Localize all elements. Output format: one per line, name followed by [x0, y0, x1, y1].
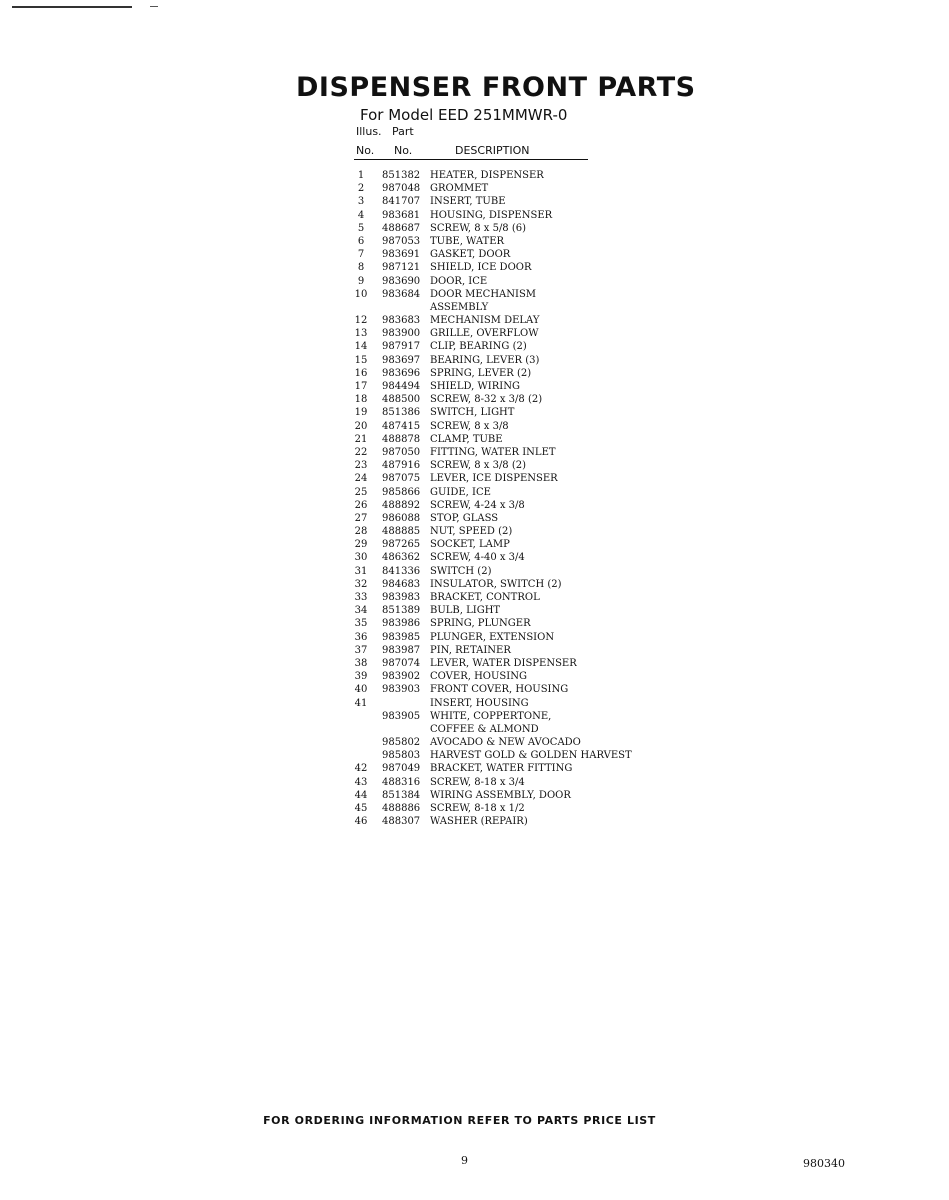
part-number: 986088: [382, 512, 421, 524]
part-number: 987048: [382, 183, 421, 195]
part-number: 983681: [382, 209, 421, 221]
parts-row: [350, 169, 670, 182]
part-number: 983905: [382, 710, 421, 722]
illus-number: 4: [357, 209, 365, 221]
part-description: CLAMP, TUBE: [430, 433, 503, 445]
part-description: SCREW, 8 x 5/8 (6): [430, 222, 527, 234]
part-description: LEVER, WATER DISPENSER: [430, 657, 577, 669]
illus-number: 40: [354, 684, 368, 696]
illus-number: 17: [354, 381, 368, 392]
scan-mark: [150, 6, 158, 7]
illus-number: 23: [354, 460, 368, 472]
part-description: SCREW, 8-18 x 1/2: [430, 803, 525, 814]
part-number: 983900: [382, 328, 421, 340]
part-number: 488316: [382, 776, 421, 788]
illus-number: 45: [354, 803, 368, 814]
illus-number: 7: [357, 249, 365, 261]
part-number: 983684: [382, 288, 421, 300]
part-number: 488878: [382, 433, 421, 445]
model-subtitle: For Model EED 251MMWR-0: [360, 106, 568, 124]
illus-number: 41: [354, 697, 368, 709]
illus-number: 19: [354, 407, 368, 419]
part-description: SCREW, 8 x 3/8: [430, 420, 509, 432]
part-description: SCREW, 4-40 x 3/4: [430, 552, 525, 564]
parts-row: [350, 762, 670, 775]
part-description: WIRING ASSEMBLY, DOOR: [430, 789, 571, 801]
parts-row: [350, 617, 670, 630]
illus-number: 21: [354, 433, 368, 445]
part-number: 488307: [382, 816, 421, 828]
parts-row: [350, 815, 670, 828]
part-description: HEATER, DISPENSER: [430, 170, 544, 181]
parts-row: [350, 222, 670, 235]
illus-number: 31: [354, 565, 368, 577]
illus-number: 22: [354, 446, 368, 458]
parts-row: [350, 591, 670, 604]
parts-row: [350, 631, 670, 644]
header-part-no: No.: [394, 144, 413, 157]
part-description: GASKET, DOOR: [430, 249, 511, 261]
illus-number: 46: [354, 816, 368, 828]
part-description: BRACKET, CONTROL: [430, 592, 540, 603]
parts-row: [350, 182, 670, 195]
parts-row: [350, 789, 670, 802]
illus-number: 14: [354, 341, 368, 353]
part-number: 851382: [382, 170, 421, 181]
page-number: 9: [461, 1154, 468, 1167]
header-illus-no: No.: [356, 144, 375, 157]
part-number: 983987: [382, 644, 421, 656]
parts-row: [350, 288, 670, 301]
part-description: HOUSING, DISPENSER: [430, 209, 553, 221]
part-number: 983983: [382, 592, 421, 603]
illus-number: 35: [354, 618, 368, 630]
part-description: BULB, LIGHT: [430, 605, 501, 617]
illus-number: 43: [354, 776, 368, 788]
part-description: CLIP, BEARING (2): [430, 341, 527, 353]
parts-row: [350, 776, 670, 789]
part-description: SHIELD, ICE DOOR: [430, 262, 532, 274]
parts-row: [350, 380, 670, 393]
part-number: 841336: [382, 565, 421, 577]
parts-row: [350, 472, 670, 485]
parts-row: [350, 248, 670, 261]
parts-row: [350, 486, 670, 499]
part-description: SHIELD, WIRING: [430, 381, 520, 392]
parts-row: [350, 327, 670, 340]
parts-row: [350, 525, 670, 538]
parts-row: [350, 393, 670, 406]
part-number: 488886: [382, 803, 421, 814]
header-description: DESCRIPTION: [455, 144, 530, 157]
header-part: Part: [392, 125, 414, 138]
parts-row: [350, 406, 670, 419]
part-number: 984683: [382, 578, 421, 590]
parts-row: [350, 683, 670, 696]
part-number: 987074: [382, 657, 421, 669]
parts-row: [350, 261, 670, 274]
parts-row: [350, 459, 670, 472]
parts-row: [350, 354, 670, 367]
parts-row: [350, 512, 670, 525]
illus-number: 12: [354, 315, 368, 327]
parts-row: [350, 802, 670, 815]
part-description: GROMMET: [430, 183, 489, 195]
part-number: 985866: [382, 486, 421, 498]
part-description: SCREW, 4-24 x 3/8: [430, 499, 525, 511]
part-description: INSERT, HOUSING: [430, 697, 529, 709]
part-description: GRILLE, OVERFLOW: [430, 328, 539, 340]
parts-row: [350, 314, 670, 327]
parts-row: [350, 235, 670, 248]
part-number: 987265: [382, 539, 421, 551]
part-description: LEVER, ICE DISPENSER: [430, 473, 558, 485]
illus-number: 6: [357, 235, 365, 247]
part-number: 985803: [382, 750, 421, 762]
part-description: NUT, SPEED (2): [430, 526, 513, 538]
illus-number: 28: [354, 526, 368, 538]
illus-number: 37: [354, 644, 368, 656]
illus-number: 36: [354, 631, 368, 643]
part-number: 983696: [382, 367, 421, 379]
page-title: DISPENSER FRONT PARTS: [296, 72, 696, 103]
part-description: PLUNGER, EXTENSION: [430, 631, 555, 643]
part-number: 486362: [382, 552, 421, 564]
illus-number: 3: [357, 196, 365, 208]
part-number: 985802: [382, 737, 421, 749]
parts-row: [350, 723, 670, 736]
illus-number: 33: [354, 592, 368, 603]
part-number: 983903: [382, 684, 421, 696]
scan-mark: [12, 6, 132, 8]
part-description: TUBE, WATER: [430, 235, 505, 247]
parts-row: [350, 209, 670, 222]
part-description: INSERT, TUBE: [430, 196, 506, 208]
illus-number: 5: [357, 222, 365, 234]
part-number: 987917: [382, 341, 421, 353]
part-description: GUIDE, ICE: [430, 486, 491, 498]
illus-number: 15: [354, 354, 368, 366]
header-rule: [354, 159, 588, 160]
part-number: 983697: [382, 354, 421, 366]
illus-number: 27: [354, 512, 368, 524]
illus-number: 24: [354, 473, 368, 485]
part-description: HARVEST GOLD & GOLDEN HARVEST: [430, 750, 632, 762]
part-description: BEARING, LEVER (3): [430, 354, 540, 366]
part-number: 984494: [382, 381, 421, 392]
part-number: 487415: [382, 420, 421, 432]
document-number: 980340: [803, 1157, 845, 1170]
part-number: 487916: [382, 460, 421, 472]
parts-row: [350, 657, 670, 670]
part-description: COFFEE & ALMOND: [430, 723, 539, 735]
illus-number: 32: [354, 578, 368, 590]
part-description: STOP, GLASS: [430, 512, 499, 524]
part-number: 983690: [382, 275, 421, 287]
part-description: SPRING, PLUNGER: [430, 618, 531, 630]
part-description: DOOR MECHANISM: [430, 288, 537, 300]
parts-row: [350, 736, 670, 749]
parts-row: [350, 670, 670, 683]
part-description: WHITE, COPPERTONE,: [430, 710, 552, 722]
part-number: 983683: [382, 315, 421, 327]
part-description: SCREW, 8-32 x 3/8 (2): [430, 394, 543, 406]
part-description: SCREW, 8 x 3/8 (2): [430, 460, 527, 472]
illus-number: 13: [354, 328, 368, 340]
parts-row: [350, 710, 670, 723]
part-number: 488885: [382, 526, 421, 538]
part-description: SPRING, LEVER (2): [430, 367, 532, 379]
illus-number: 34: [354, 605, 368, 617]
part-description: ASSEMBLY: [430, 301, 489, 313]
part-number: 983985: [382, 631, 421, 643]
part-number: 841707: [382, 196, 421, 208]
illus-number: 39: [354, 671, 368, 683]
illus-number: 44: [354, 789, 368, 801]
illus-number: 38: [354, 657, 368, 669]
part-number: 987049: [382, 763, 421, 775]
part-description: INSULATOR, SWITCH (2): [430, 578, 562, 590]
part-description: FITTING, WATER INLET: [430, 446, 556, 458]
illus-number: 25: [354, 486, 368, 498]
part-description: DOOR, ICE: [430, 275, 488, 287]
part-description: SOCKET, LAMP: [430, 539, 510, 551]
illus-number: 16: [354, 367, 368, 379]
parts-row: [350, 446, 670, 459]
header-illus: Illus.: [356, 125, 382, 138]
illus-number: 9: [357, 275, 365, 287]
part-number: 488687: [382, 222, 421, 234]
parts-row: [350, 538, 670, 551]
parts-row: [350, 565, 670, 578]
parts-row: [350, 301, 670, 314]
part-number: 983691: [382, 249, 421, 261]
part-number: 488892: [382, 499, 421, 511]
parts-row: [350, 433, 670, 446]
part-number: 983986: [382, 618, 421, 630]
part-number: 987050: [382, 446, 421, 458]
illus-number: 1: [357, 170, 365, 181]
part-number: 987053: [382, 235, 421, 247]
part-number: 987075: [382, 473, 421, 485]
part-description: SWITCH (2): [430, 565, 492, 577]
part-description: AVOCADO & NEW AVOCADO: [430, 737, 581, 749]
parts-row: [350, 420, 670, 433]
parts-row: [350, 578, 670, 591]
part-description: PIN, RETAINER: [430, 644, 511, 656]
illus-number: 8: [357, 262, 365, 274]
parts-row: [350, 367, 670, 380]
parts-row: [350, 340, 670, 353]
parts-list: [350, 169, 670, 828]
part-description: WASHER (REPAIR): [430, 816, 528, 828]
ordering-footer: FOR ORDERING INFORMATION REFER TO PARTS PRICE LIST: [263, 1114, 656, 1127]
parts-row: [350, 275, 670, 288]
parts-row: [350, 195, 670, 208]
part-number: 488500: [382, 394, 421, 406]
illus-number: 18: [354, 394, 368, 406]
illus-number: 26: [354, 499, 368, 511]
part-description: MECHANISM DELAY: [430, 315, 540, 327]
part-description: COVER, HOUSING: [430, 671, 527, 683]
part-number: 987121: [382, 262, 421, 274]
part-number: 983902: [382, 671, 421, 683]
part-description: SWITCH, LIGHT: [430, 407, 515, 419]
parts-row: [350, 499, 670, 512]
part-description: FRONT COVER, HOUSING: [430, 684, 569, 696]
illus-number: 42: [354, 763, 368, 775]
illus-number: 20: [354, 420, 368, 432]
part-description: BRACKET, WATER FITTING: [430, 763, 573, 775]
part-number: 851386: [382, 407, 421, 419]
illus-number: 10: [354, 288, 368, 300]
illus-number: 29: [354, 539, 368, 551]
part-description: SCREW, 8-18 x 3/4: [430, 776, 525, 788]
part-number: 851384: [382, 789, 421, 801]
illus-number: 2: [357, 183, 365, 195]
parts-row: [350, 644, 670, 657]
parts-row: [350, 604, 670, 617]
parts-row: [350, 697, 670, 710]
part-number: 851389: [382, 605, 421, 617]
parts-row: [350, 551, 670, 564]
illus-number: 30: [354, 552, 368, 564]
parts-row: [350, 749, 670, 762]
